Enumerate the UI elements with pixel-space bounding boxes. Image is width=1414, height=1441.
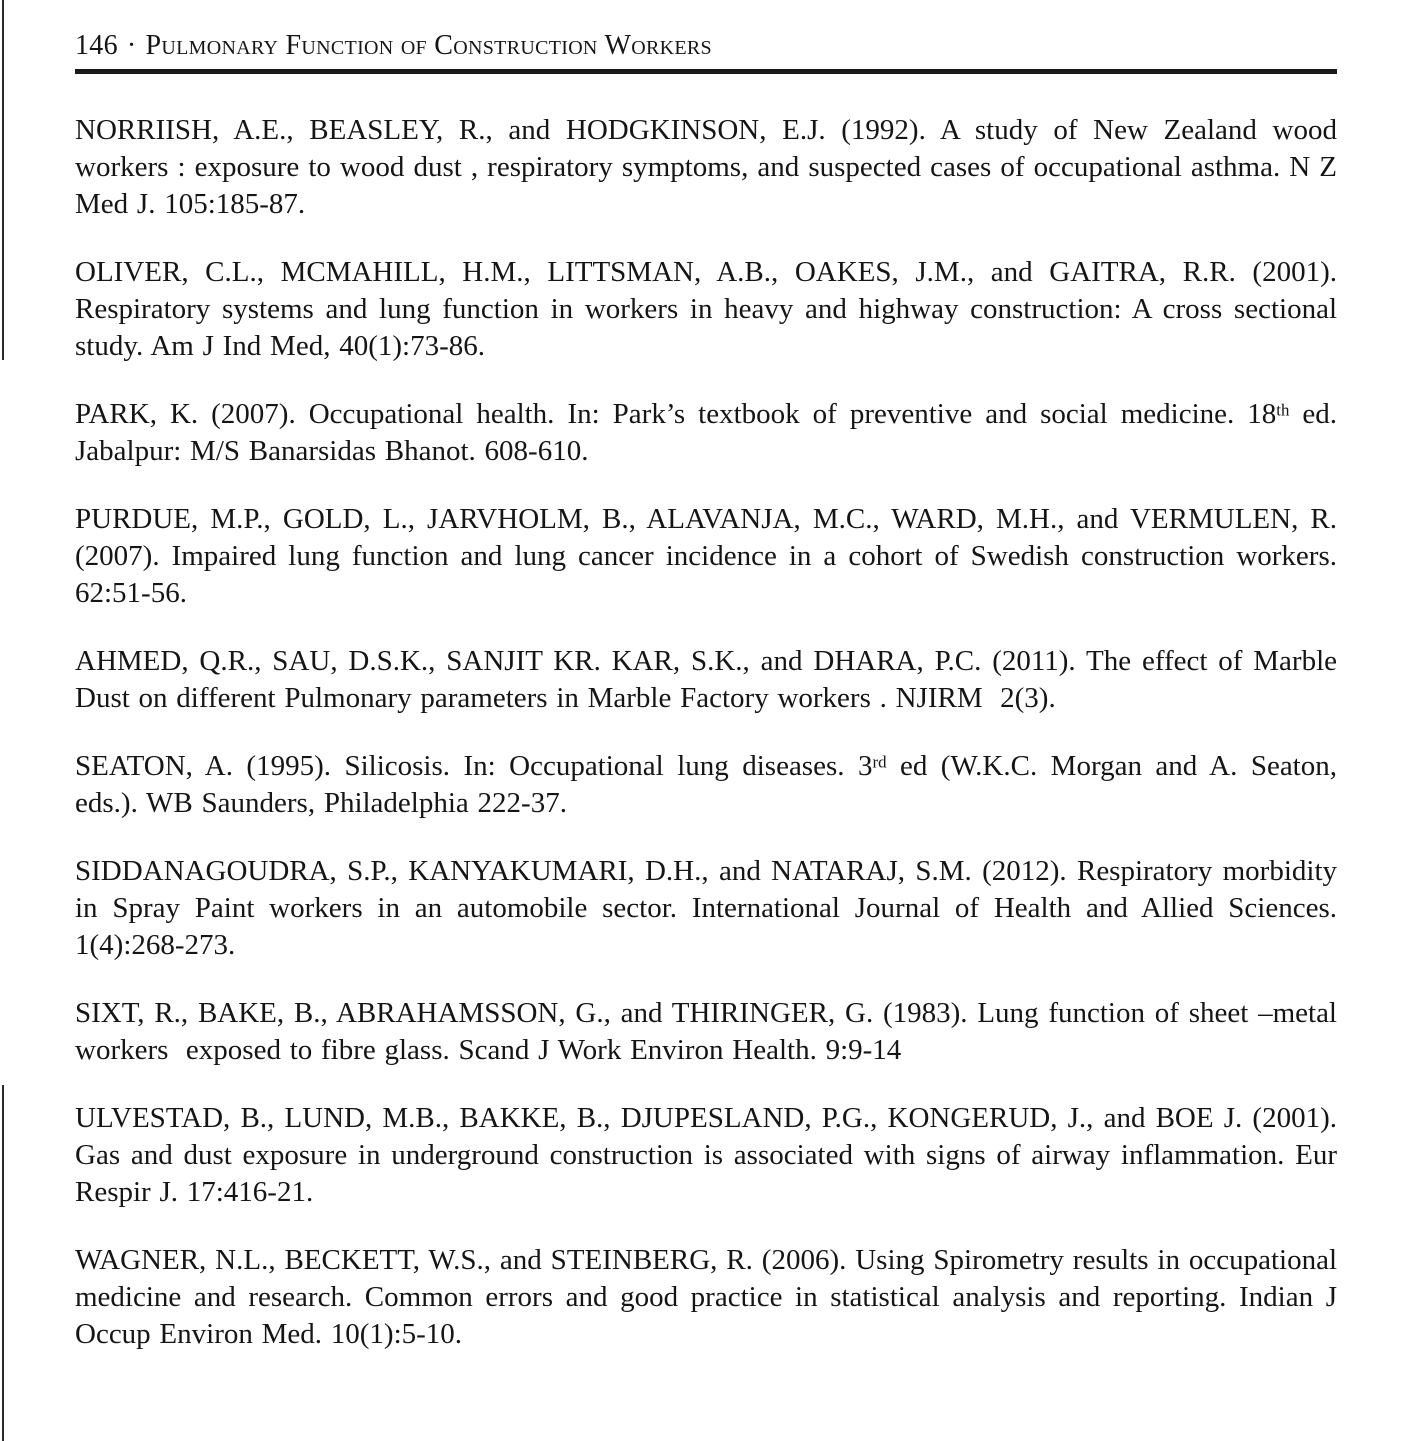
reference-text: ed (W.K.C. Morgan and A. Seaton, eds.). WB Saunders, Philadelphia 222-37. — [75, 750, 1337, 819]
reference-text: ed. Jabalpur: M/S Banarsidas Bhanot. 608-610. — [75, 398, 1337, 467]
reference-entry — [75, 748, 1337, 822]
page-number: 146 — [75, 30, 118, 61]
scan-edge-line-bottom — [2, 1085, 4, 1441]
running-header — [75, 30, 1337, 74]
reference-entry — [75, 112, 1337, 223]
reference-entry — [75, 1100, 1337, 1211]
reference-text: SEATON, A. (1995). Silicosis. In: Occupational lung diseases. 3 — [75, 750, 873, 782]
reference-text: SIDDANAGOUDRA, S.P., KANYAKUMARI, D.H., and NATARAJ, S.M. (2012). Respiratory morbidity in Spray Paint workers in an automobile sector. International Journal of Health and Allied Sciences. 1(4):268-273. — [75, 855, 1337, 961]
reference-entry — [75, 643, 1337, 717]
reference-entry — [75, 501, 1337, 612]
reference-entry — [75, 853, 1337, 964]
ordinal-superscript: th — [1276, 400, 1290, 420]
scan-edge-line-top — [2, 0, 4, 360]
reference-entry — [75, 254, 1337, 365]
header-separator: · — [126, 30, 137, 61]
reference-text: PURDUE, M.P., GOLD, L., JARVHOLM, B., ALAVANJA, M.C., WARD, M.H., and VERMULEN, R. (2007). Impaired lung function and lung cancer incidence in a cohort of Swedish construction workers. 62:51-56. — [75, 503, 1337, 609]
reference-entry — [75, 396, 1337, 470]
reference-list — [75, 112, 1337, 1353]
running-header-text — [75, 30, 1337, 62]
ordinal-superscript: rd — [872, 752, 887, 772]
reference-text: NORRIISH, A.E., BEASLEY, R., and HODGKINSON, E.J. (1992). A study of New Zealand wood workers : exposure to wood dust , respiratory symptoms, and suspected cases of occupational asthma. N Z Med J. 105:185-87. — [75, 114, 1337, 220]
reference-text: AHMED, Q.R., SAU, D.S.K., SANJIT KR. KAR, S.K., and DHARA, P.C. (2011). The effect of Marble Dust on different Pulmonary parameters in Marble Factory workers . NJIRM 2(3). — [75, 645, 1337, 714]
reference-entry — [75, 1242, 1337, 1353]
reference-text: WAGNER, N.L., BECKETT, W.S., and STEINBERG, R. (2006). Using Spirometry results in occupational medicine and research. Common errors and good practice in statistical analysis and reporting. Indian J Occup Environ Med. 10(1):5-10. — [75, 1244, 1337, 1350]
reference-text: ULVESTAD, B., LUND, M.B., BAKKE, B., DJUPESLAND, P.G., KONGERUD, J., and BOE J. (2001). Gas and dust exposure in underground construction is associated with signs of airway inflammation. Eur Respir J. 17:416-21. — [75, 1102, 1337, 1208]
reference-text: SIXT, R., BAKE, B., ABRAHAMSSON, G., and THIRINGER, G. (1983). Lung function of sheet –metal workers exposed to fibre glass. Scand J Work Environ Health. 9:9-14 — [75, 997, 1337, 1066]
header-rule — [75, 69, 1337, 74]
reference-entry — [75, 995, 1337, 1069]
reference-text: PARK, K. (2007). Occupational health. In: Park’s textbook of preventive and social medicine. 18 — [75, 398, 1277, 430]
reference-text: OLIVER, C.L., MCMAHILL, H.M., LITTSMAN, A.B., OAKES, J.M., and GAITRA, R.R. (2001). Respiratory systems and lung function in workers in heavy and highway construction: A cross sectional study. Am J Ind Med, 40(1):73-86. — [75, 256, 1337, 362]
running-title: Pulmonary Function of Construction Workers — [145, 30, 712, 61]
